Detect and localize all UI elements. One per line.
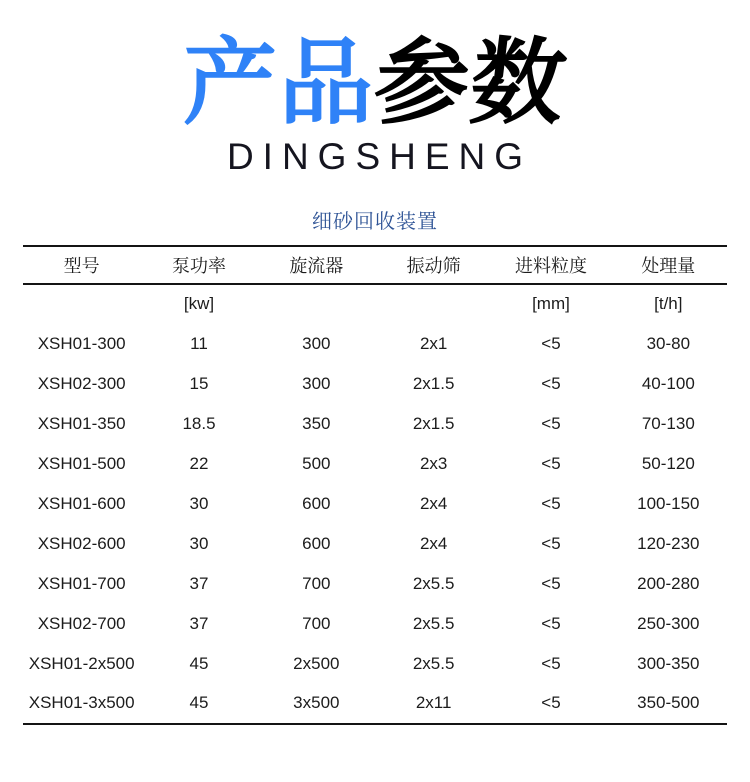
cell-cyclone: 600 xyxy=(302,493,331,513)
unit-cell: [t/h] xyxy=(654,294,683,314)
cell-feedsize: <5 xyxy=(541,613,561,633)
table-row xyxy=(23,364,727,404)
cell-screen: 2x1 xyxy=(419,333,448,353)
cell-model: XSH02-600 xyxy=(37,533,126,553)
table-row xyxy=(23,604,727,644)
cell-cyclone: 350 xyxy=(302,413,331,433)
table-row xyxy=(23,324,727,364)
cell-model: XSH01-350 xyxy=(37,413,126,433)
cell-screen: 2x4 xyxy=(419,533,448,553)
cell-feedsize: <5 xyxy=(541,413,561,433)
cell-screen: 2x1.5 xyxy=(412,413,455,433)
cell-feedsize: <5 xyxy=(541,373,561,393)
cell-cyclone: 300 xyxy=(302,373,331,393)
col-header-feedsize: 进料粒度 xyxy=(514,255,587,276)
cell-model: XSH01-3x500 xyxy=(28,693,135,713)
cell-model: XSH02-300 xyxy=(37,373,126,393)
cell-pump: 37 xyxy=(189,573,209,593)
table-title: 细砂回收装置 xyxy=(312,210,438,233)
cell-pump: 15 xyxy=(189,373,209,393)
cell-capacity: 30-80 xyxy=(646,333,691,353)
cell-cyclone: 2x500 xyxy=(293,653,340,673)
cell-feedsize: <5 xyxy=(541,653,561,673)
cell-model: XSH01-300 xyxy=(37,333,126,353)
unit-cell: [mm] xyxy=(532,294,570,314)
cell-model: XSH01-600 xyxy=(37,493,126,513)
cell-capacity: 100-150 xyxy=(637,493,700,513)
cell-pump: 18.5 xyxy=(182,413,216,433)
cell-model: XSH01-2x500 xyxy=(28,653,135,673)
cell-pump: 30 xyxy=(189,533,209,553)
unit-cell xyxy=(258,284,375,324)
brand-wordmark: DINGSHENG xyxy=(226,135,533,177)
cell-cyclone: 3x500 xyxy=(293,693,340,713)
cell-pump: 11 xyxy=(190,333,208,353)
table-row xyxy=(23,404,727,444)
header-row xyxy=(23,246,727,284)
table-row xyxy=(23,484,727,524)
cell-pump: 37 xyxy=(189,613,209,633)
cell-capacity: 120-230 xyxy=(637,533,700,553)
col-header-cyclone: 旋流器 xyxy=(289,255,344,276)
spec-table xyxy=(23,245,727,725)
cell-cyclone: 500 xyxy=(302,453,331,473)
unit-cell: [kw] xyxy=(183,294,215,314)
cell-screen: 2x3 xyxy=(419,453,448,473)
cell-screen: 2x5.5 xyxy=(412,613,455,633)
cell-feedsize: <5 xyxy=(541,333,561,353)
cell-feedsize: <5 xyxy=(541,453,561,473)
cell-feedsize: <5 xyxy=(541,693,561,713)
table-row xyxy=(23,564,727,604)
col-header-pump: 泵功率 xyxy=(171,255,226,276)
cell-feedsize: <5 xyxy=(541,573,561,593)
cell-capacity: 200-280 xyxy=(637,573,700,593)
cell-screen: 2x1.5 xyxy=(412,373,455,393)
cell-model: XSH02-700 xyxy=(37,613,126,633)
cell-capacity: 250-300 xyxy=(637,613,700,633)
cell-pump: 30 xyxy=(189,493,209,513)
cell-model: XSH01-700 xyxy=(37,573,126,593)
col-header-capacity: 处理量 xyxy=(641,255,696,276)
cell-feedsize: <5 xyxy=(541,533,561,553)
cell-screen: 2x4 xyxy=(419,493,448,513)
cell-capacity: 50-120 xyxy=(641,453,695,473)
units-row xyxy=(23,284,727,324)
table-row xyxy=(23,524,727,564)
cell-feedsize: <5 xyxy=(541,493,561,513)
cell-pump: 45 xyxy=(189,693,209,713)
table-row xyxy=(23,644,727,684)
cell-capacity: 300-350 xyxy=(637,653,700,673)
cell-pump: 45 xyxy=(189,653,209,673)
table-row xyxy=(23,684,727,724)
cell-cyclone: 700 xyxy=(302,613,331,633)
cell-cyclone: 300 xyxy=(302,333,331,353)
cell-cyclone: 700 xyxy=(302,573,331,593)
title-cn-blue: 产品 xyxy=(182,30,375,135)
cell-model: XSH01-500 xyxy=(37,453,126,473)
cell-cyclone: 600 xyxy=(302,533,331,553)
cell-screen: 2x5.5 xyxy=(412,653,455,673)
cell-capacity: 350-500 xyxy=(637,693,700,713)
cell-capacity: 70-130 xyxy=(641,413,695,433)
page-title xyxy=(0,30,750,135)
cell-screen: 2x5.5 xyxy=(412,573,455,593)
col-header-screen: 振动筛 xyxy=(406,255,461,276)
title-cn-black: 参数 xyxy=(368,30,574,135)
unit-cell xyxy=(375,284,492,324)
col-header-model: 型号 xyxy=(63,255,100,276)
cell-screen: 2x11 xyxy=(415,693,452,713)
brand-header xyxy=(0,0,750,178)
table-row xyxy=(23,444,727,484)
cell-capacity: 40-100 xyxy=(641,373,695,393)
unit-cell xyxy=(23,284,140,324)
cell-pump: 22 xyxy=(189,453,209,473)
